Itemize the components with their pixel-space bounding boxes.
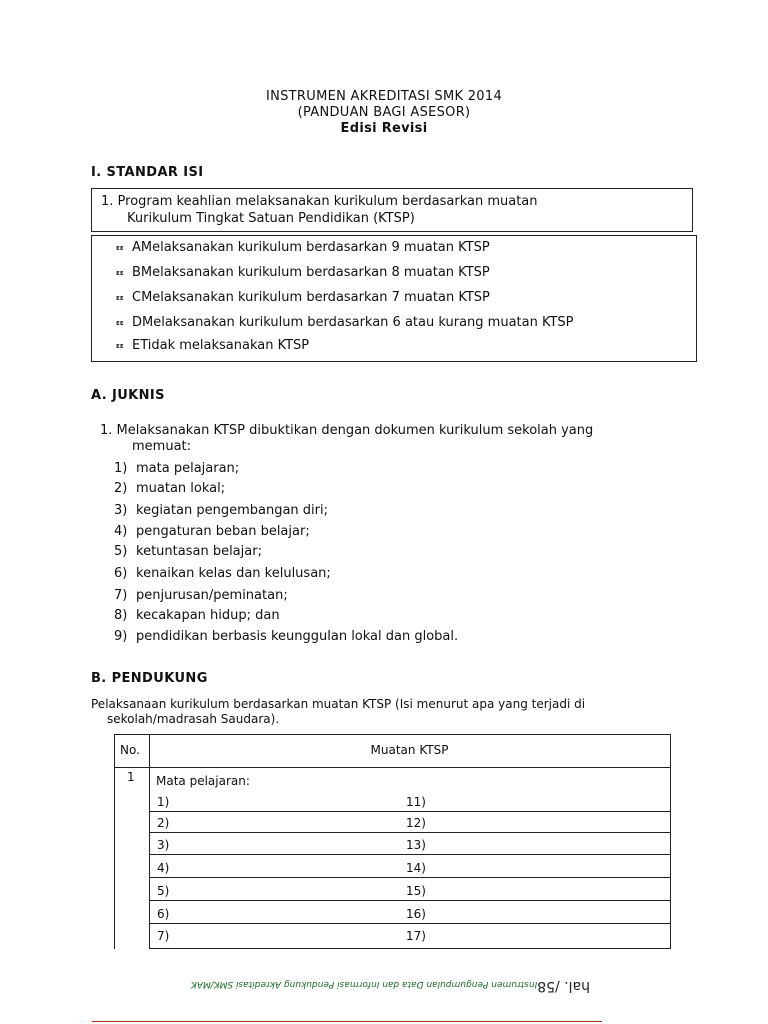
juknis-item-number: 8) xyxy=(114,608,128,623)
juknis-item-number: 3) xyxy=(114,503,128,518)
option-text: BMelaksanakan kurikulum berdasarkan 8 muatan KTSP xyxy=(132,265,490,280)
option-item xyxy=(116,240,490,255)
option-item xyxy=(116,290,490,305)
juknis-item-number: 4) xyxy=(114,524,128,539)
juknis-intro-line2: memuat: xyxy=(132,439,192,454)
option-item xyxy=(116,315,574,330)
ktsp-table xyxy=(114,734,671,949)
pendukung-heading: B. PENDUKUNG xyxy=(91,671,208,686)
option-marker-icon: ᴇᴇ xyxy=(116,318,124,327)
juknis-item xyxy=(114,524,310,539)
juknis-item-number: 2) xyxy=(114,481,128,496)
table-cell-right: 16) xyxy=(406,907,426,921)
juknis-item xyxy=(114,608,280,623)
table-cell-right: 13) xyxy=(406,838,426,852)
table-cell-left: 2) xyxy=(157,816,170,830)
pendukung-desc-line2: sekolah/madrasah Saudara). xyxy=(107,712,280,726)
table-row-divider xyxy=(149,811,671,812)
juknis-item-number: 9) xyxy=(114,629,128,644)
table-cell-right: 15) xyxy=(406,884,426,898)
juknis-item-text: pengaturan beban belajar; xyxy=(136,524,310,539)
juknis-item xyxy=(114,503,328,518)
juknis-item xyxy=(114,566,331,581)
option-text: CMelaksanakan kurikulum berdasarkan 7 muatan KTSP xyxy=(132,290,490,305)
juknis-item xyxy=(114,588,288,603)
juknis-item-text: penjurusan/peminatan; xyxy=(136,588,288,603)
table-row-divider xyxy=(149,877,671,878)
option-marker-icon: ᴇᴇ xyxy=(116,243,124,252)
juknis-item-number: 6) xyxy=(114,566,128,581)
table-cell-left: 5) xyxy=(157,884,170,898)
juknis-item-text: muatan lokal; xyxy=(136,481,226,496)
table-row-divider xyxy=(149,923,671,924)
table-cell-right: 17) xyxy=(406,929,426,943)
footer-text: Instrumen Pengumpulan Data dan Informasi Pendukung Akreditasi SMK/MAK xyxy=(190,979,538,989)
juknis-item xyxy=(114,544,262,559)
table-cell-left: 4) xyxy=(157,861,170,875)
options-box xyxy=(91,235,697,362)
page-number: hal. /58 xyxy=(537,978,590,994)
juknis-item-text: ketuntasan belajar; xyxy=(136,544,262,559)
page-footer xyxy=(180,978,590,994)
doc-subtitle: (PANDUAN BAGI ASESOR) xyxy=(297,105,471,120)
juknis-item-text: kegiatan pengembangan diri; xyxy=(136,503,328,518)
juknis-item-number: 5) xyxy=(114,544,128,559)
col-muatan-header: Muatan KTSP xyxy=(370,743,449,757)
option-marker-icon: ᴇᴇ xyxy=(116,341,124,350)
juknis-item-number: 1) xyxy=(114,461,128,476)
table-cell-left: 3) xyxy=(157,838,170,852)
question-line2: Kurikulum Tingkat Satuan Pendidikan (KTSP) xyxy=(127,211,415,226)
table-cell-left: 6) xyxy=(157,907,170,921)
pendukung-desc-line1: Pelaksanaan kurikulum berdasarkan muatan KTSP (Isi menurut apa yang terjadi di xyxy=(91,697,586,711)
table-row-divider xyxy=(149,854,671,855)
question-line1: 1. Program keahlian melaksanakan kurikulum berdasarkan muatan xyxy=(101,194,538,209)
juknis-item-text: pendidikan berbasis keunggulan lokal dan global. xyxy=(136,629,459,644)
juknis-item-text: mata pelajaran; xyxy=(136,461,240,476)
table-cell-right: 11) xyxy=(406,795,426,809)
table-cell-left: 7) xyxy=(157,929,170,943)
table-cell-right: 14) xyxy=(406,861,426,875)
juknis-item xyxy=(114,629,458,644)
footer-divider xyxy=(92,1021,602,1022)
option-marker-icon: ᴇᴇ xyxy=(116,293,124,302)
row-label: Mata pelajaran: xyxy=(156,774,250,788)
option-item xyxy=(116,338,309,353)
table-row-divider xyxy=(149,832,671,833)
juknis-item-text: kecakapan hidup; dan xyxy=(136,608,280,623)
doc-edition: Edisi Revisi xyxy=(340,121,428,136)
col-no-header: No. xyxy=(120,743,140,757)
juknis-heading: A. JUKNIS xyxy=(91,388,165,403)
table-cell-right: 12) xyxy=(406,816,426,830)
option-text: AMelaksanakan kurikulum berdasarkan 9 muatan KTSP xyxy=(132,240,490,255)
juknis-item xyxy=(114,461,239,476)
option-text: DMelaksanakan kurikulum berdasarkan 6 atau kurang muatan KTSP xyxy=(132,315,574,330)
juknis-item-number: 7) xyxy=(114,588,128,603)
standar-heading: I. STANDAR ISI xyxy=(91,165,204,180)
question-box xyxy=(91,188,693,232)
table-cell-left: 1) xyxy=(157,795,170,809)
juknis-item xyxy=(114,481,225,496)
table-row-divider xyxy=(149,900,671,901)
juknis-item-text: kenaikan kelas dan kelulusan; xyxy=(136,566,331,581)
row-number: 1 xyxy=(127,770,135,784)
option-item xyxy=(116,265,490,280)
juknis-intro-line1: 1. Melaksanakan KTSP dibuktikan dengan dokumen kurikulum sekolah yang xyxy=(100,423,594,438)
option-marker-icon: ᴇᴇ xyxy=(116,268,124,277)
doc-title: INSTRUMEN AKREDITASI SMK 2014 xyxy=(265,89,503,104)
option-text: ETidak melaksanakan KTSP xyxy=(132,338,310,353)
